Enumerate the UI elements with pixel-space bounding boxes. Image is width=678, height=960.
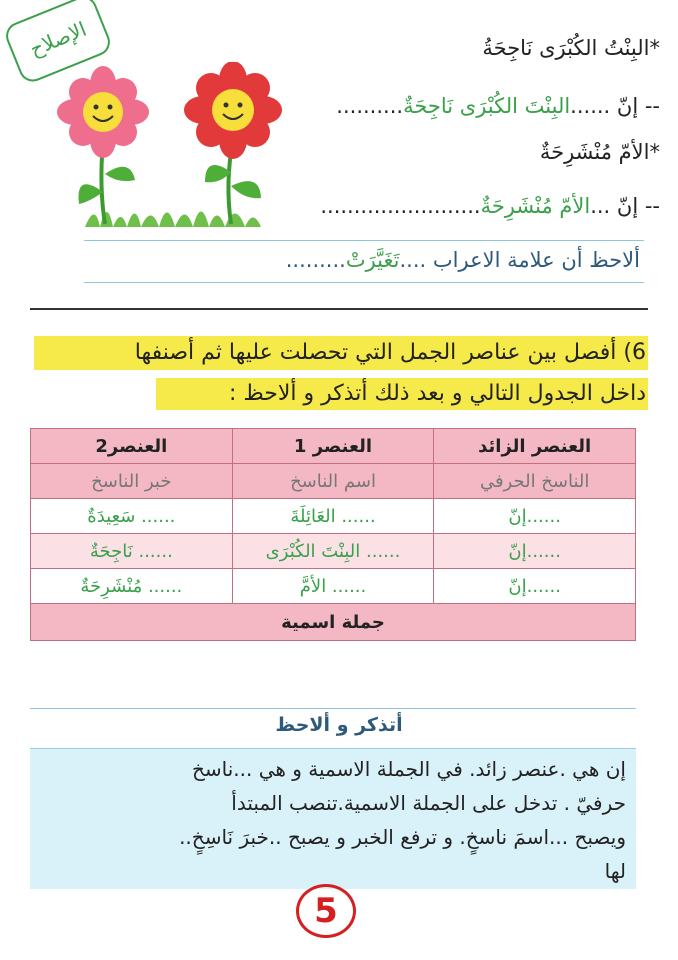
- section-divider: [30, 308, 648, 310]
- answer-line-1: [336, 94, 660, 118]
- remember-title: أتذكر و ألاحظ: [275, 714, 403, 736]
- remember-line-1: إن هي .عنصر زائد. في الجملة الاسمية و هي ...ناسخ: [191, 757, 626, 781]
- table-header-row: [31, 429, 636, 464]
- question-line-2: داخل الجدول التالي و بعد ذلك أتذكر و ألاحظ :: [228, 381, 646, 406]
- classification-table: [30, 428, 636, 641]
- table-cell: ...... نَاجِحَةٌ: [31, 534, 233, 569]
- page-number: 5: [296, 884, 356, 938]
- observation-note: [286, 248, 640, 272]
- answer-line-1-answer: البِنْتَ الكُبْرَى نَاجِحَةٌ: [403, 94, 571, 118]
- answer-line-1-suffix: ..........: [336, 94, 404, 118]
- subheader-2: خبر الناسخ: [31, 464, 233, 499]
- subheader-1: اسم الناسخ: [232, 464, 434, 499]
- subheader-0: الناسخ الحرفي: [434, 464, 636, 499]
- table-row: [31, 569, 636, 604]
- answer-line-2: [320, 194, 660, 218]
- answer-line-2-answer: الأمّ مُنْشَرِحَةٌ: [480, 194, 591, 218]
- remember-title-rule: [30, 708, 636, 709]
- table-cell: ...... مُنْشَرِحَةٌ: [31, 569, 233, 604]
- table-cell: ......إنّ: [434, 534, 636, 569]
- table-subheader-row: [31, 464, 636, 499]
- observation-suffix: .........: [285, 248, 346, 272]
- sentence-1: *البِنْتُ الكُبْرَى نَاجِحَةُ: [482, 36, 660, 60]
- table-row: [31, 534, 636, 569]
- answer-line-2-prefix: -- إنّ ...: [590, 194, 660, 218]
- remember-line-3: ويصبح ...اسمَ ناسخٍ. و ترفع الخبر و يصبح ..خبرَ نَاسِخٍ..: [179, 825, 626, 849]
- question-line-1: 6) أفصل بين عناصر الجمل التي تحصلت عليها ثم أصنفها: [134, 340, 646, 365]
- table-cell: ......إنّ: [434, 569, 636, 604]
- table-row: [31, 499, 636, 534]
- table-cell: ...... البِنْتَ الكُبْرَى: [232, 534, 434, 569]
- remember-line-4: لها: [604, 859, 626, 883]
- remember-line-2: حرفيّ . تدخل على الجملة الاسمية.تنصب المبتدأ: [231, 791, 626, 815]
- table-cell: ...... الأمَّ: [232, 569, 434, 604]
- remember-box: [30, 748, 636, 889]
- header-extra-element: العنصر الزائد: [434, 429, 636, 464]
- stamp-label: الإصلاح: [26, 16, 90, 62]
- answer-line-2-suffix: ........................: [320, 194, 481, 218]
- header-element-1: العنصر 1: [232, 429, 434, 464]
- table-cell: ...... سَعِيدَةٌ: [31, 499, 233, 534]
- table-footer: جملة اسمية: [31, 604, 636, 641]
- note-rule-top: [84, 240, 644, 241]
- answer-line-1-prefix: -- إنّ ......: [570, 94, 660, 118]
- table-cell: ......إنّ: [434, 499, 636, 534]
- note-rule-bottom: [84, 282, 644, 283]
- table-cell: ...... العَائِلَةَ: [232, 499, 434, 534]
- flowers-illustration: [55, 62, 285, 232]
- observation-prefix: ألاحظ أن علامة الاعراب ....: [399, 248, 640, 272]
- table-footer-row: [31, 604, 636, 641]
- observation-answer: تَغَيَّرَتْ: [345, 248, 400, 272]
- header-element-2: العنصر2: [31, 429, 233, 464]
- sentence-2: *الأمّ مُنْشَرِحَةٌ: [539, 140, 660, 164]
